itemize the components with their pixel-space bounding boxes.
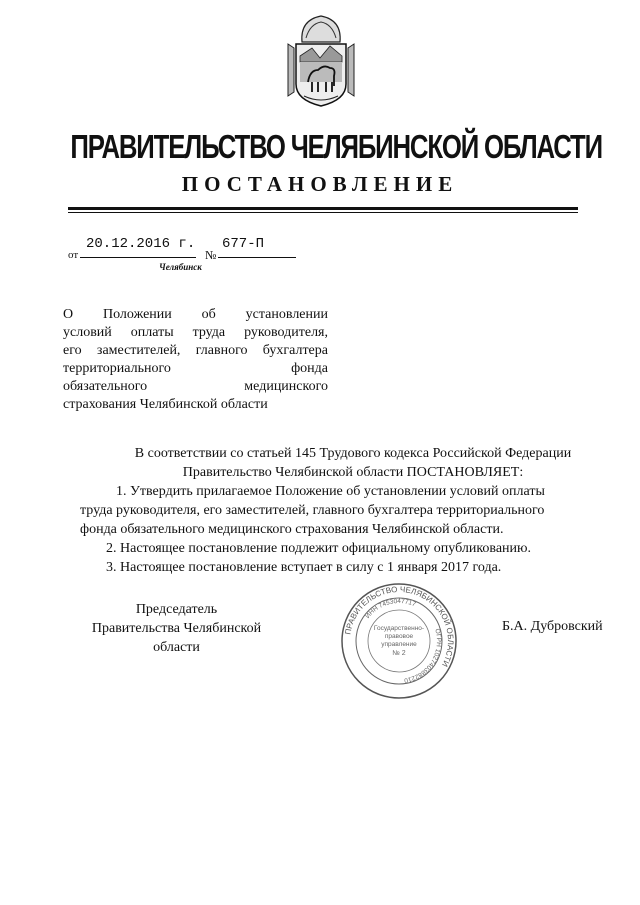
signatory-position-line: Председатель — [135, 602, 218, 617]
subject-line: территориального фонда — [63, 361, 328, 376]
item-1-line: труда руководителя, его заместителей, главного бухгалтера территориального — [80, 503, 545, 518]
signatory-position-line: Правительства Челябинской области — [91, 621, 262, 655]
date-from-label: от — [68, 249, 79, 261]
item-1-line: 1. Утвердить прилагаемое Положение об установлении условий оплаты — [116, 484, 545, 499]
document-number: 677-П — [222, 236, 265, 252]
subject-line: обязательного медицинского — [63, 379, 328, 394]
document-date: 20.12.2016 г. — [86, 236, 196, 252]
stamp-inner-line: № 2 — [392, 650, 406, 657]
preamble-line: Правительство Челябинской области ПОСТАНОВЛЯЕТ: — [182, 465, 524, 480]
header-rule-thin — [68, 212, 578, 213]
subject-line: его заместителей, главного бухгалтера — [63, 343, 328, 358]
subject-line: О Положении об установлении — [63, 307, 328, 322]
signatory-position — [80, 600, 273, 657]
stamp-outer-text: ПРАВИТЕЛЬСТВО ЧЕЛЯБИНСКОЙ ОБЛАСТИ — [343, 584, 456, 669]
official-seal-stamp — [340, 582, 458, 700]
header-rule-thick — [68, 207, 578, 210]
item-1-line: фонда обязательного медицинского страхования Челябинской области. — [80, 522, 504, 537]
preamble-line: В соответствии со статьей 145 Трудового кодекса Российской Федерации — [134, 446, 572, 461]
subject-line: условий оплаты труда руководителя, — [63, 325, 328, 340]
stamp-inn: ИНН 7453047717 — [364, 597, 417, 620]
stamp-inner-line: Государственно- — [373, 625, 425, 632]
city-label: Челябинск — [159, 262, 202, 272]
stamp-ogrn: ОГРН 1027403882210 — [403, 628, 443, 684]
document-body — [80, 444, 598, 577]
stamp-inner-line: правовое — [384, 633, 414, 640]
document-type: ПОСТАНОВЛЕНИЕ — [181, 172, 459, 196]
chelyabinsk-coat-of-arms-icon — [280, 12, 362, 110]
number-underline — [218, 257, 296, 258]
item-2: 2. Настоящее постановление подлежит официальному опубликованию. — [106, 541, 531, 556]
organization-title: ПРАВИТЕЛЬСТВО ЧЕЛЯБИНСКОЙ ОБЛАСТИ — [70, 128, 602, 165]
subject-line: страхования Челябинской области — [63, 397, 268, 412]
signatory-name: Б.А. Дубровский — [502, 619, 603, 634]
stamp-inner-line: управление — [381, 641, 417, 648]
item-3: 3. Настоящее постановление вступает в силу с 1 января 2017 года. — [106, 560, 502, 575]
date-underline — [80, 257, 196, 258]
number-label: № — [205, 248, 217, 262]
document-subject — [63, 306, 328, 414]
